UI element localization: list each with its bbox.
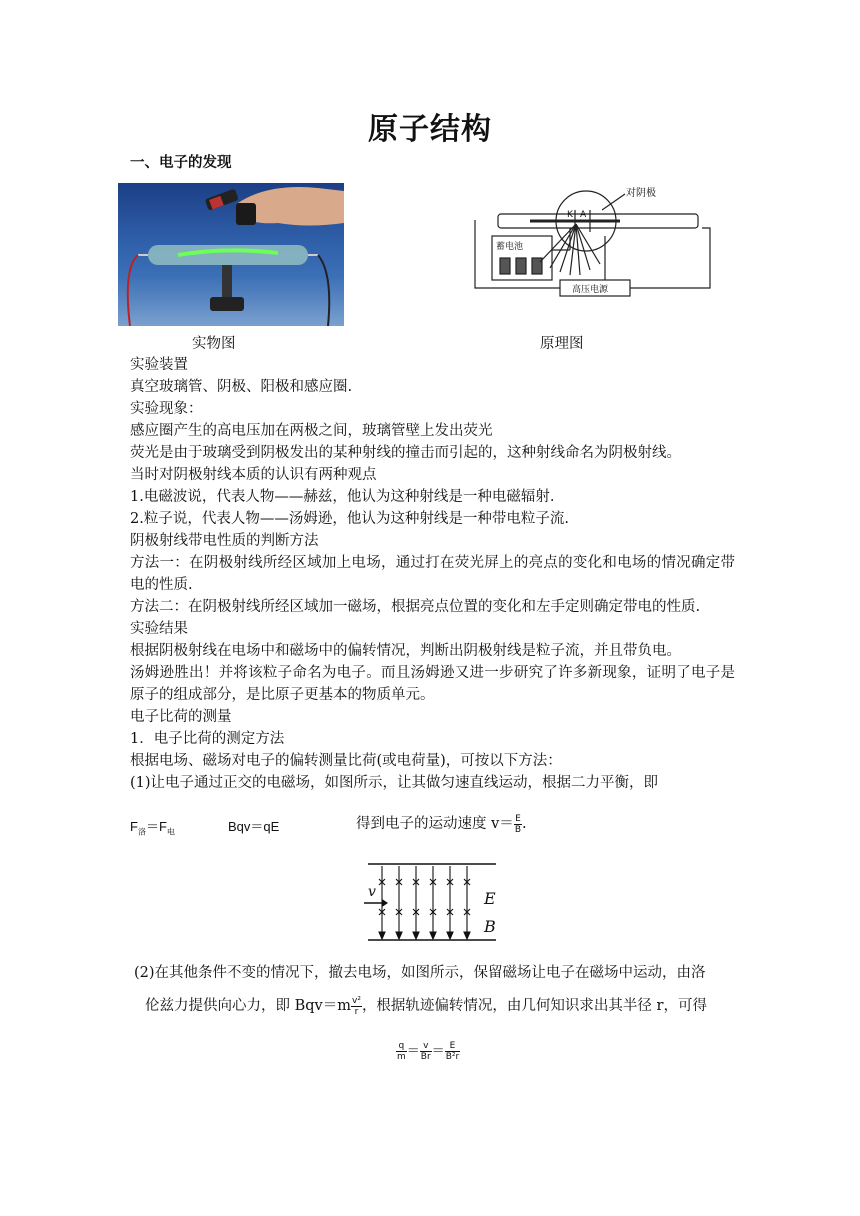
label-battery: 蓄电池 [496,242,524,252]
bqv-equation: Bqv＝qE [228,819,280,834]
text-line: 实验结果 [130,621,188,637]
text-line: 电子比荷的测量 [130,709,232,725]
text-line: 实验现象： [130,401,203,417]
field-arrow [430,932,436,939]
charge-mass-equation: $\frac{q}{m}$ ＝ $\frac{v}{Br}$ ＝ $\frac{E}{\text{B²r}}$ [397,1041,460,1062]
text-line: 感应圈产生的高电压加在两极之间，玻璃管壁上发出荧光 [130,423,493,439]
experiment-photo-art [118,183,344,326]
label-k: K [567,210,573,220]
e-field-label: E [484,889,496,908]
photo-caption: 实物图 [192,336,236,352]
text-line: 1.电磁波说，代表人物——赫兹，他认为这种射线是一种电磁辐射. [130,489,555,505]
velocity-label: v [368,884,376,900]
field-arrow [396,932,402,939]
field-arrow [413,932,419,939]
text-paragraph: 方法一：在阴极射线所经区域加上电场，通过打在荧光屏上的亮点的变化和电场的情况确定带电的性质. [130,555,735,593]
label-a: A [580,210,587,220]
b-field-label: B [484,917,496,936]
text-line: 根据电场、磁场对电子的偏转测量比荷(或电荷量)，可按以下方法： [130,753,562,769]
text-paragraph: 汤姆逊胜出！并将该粒子命名为电子。而且汤姆逊又进一步研究了许多新现象，证明了电子是原子的组成部分，是比原子更基本的物质单元。 [130,665,735,703]
section-heading: 一、电子的发现 [130,155,232,171]
text-line: 当时对阴极射线本质的认识有两种观点 [130,467,377,483]
text-line: (1)让电子通过正交的电磁场，如图所示，让其做匀速直线运动，根据二力平衡，即 [130,775,659,791]
field-arrow [447,932,453,939]
velocity-sentence: 得到电子的运动速度 v＝ $\frac{E}{B}$ . [356,813,527,835]
text-line: 根据阴极射线在电场中和磁场中的偏转情况，判断出阴极射线是粒子流，并且带负电。 [130,643,681,659]
text-line: 实验装置 [130,357,188,373]
page-title: 原子结构 [368,112,492,147]
text-line: 1．电子比荷的测定方法 [130,731,285,747]
force-equation: $F_洛=F_电$ [130,819,175,837]
text-line: 方法二：在阴极射线所经区域加一磁场，根据亮点位置的变化和左手定则确定带电的性质. [130,599,701,615]
text-line: 阴极射线带电性质的判断方法 [130,533,319,549]
text-line: 荧光是由于玻璃受到阴极发出的某种射线的撞击而引起的，这种射线命名为阴极射线。 [130,445,681,461]
text-line: 真空玻璃管、阴极、阳极和感应圈. [130,379,353,395]
label-anticathode: 对阴极 [626,188,656,199]
principle-caption: 原理图 [540,336,584,352]
text-line: (2)在其他条件不变的情况下，撤去电场，如图所示，保留磁场让电子在磁场中运动，由洛 [134,965,706,981]
crossed-field-diagram [360,860,500,944]
lorentz-sentence: 伦兹力提供向心力，即 Bqv＝m $\frac{\text{v²}}{r}$ ，根据轨迹偏转情况，由几何知识求出其半径 r，可得 [145,995,707,1017]
field-arrow [464,932,470,939]
field-arrow [379,932,385,939]
text-line: 2.粒子说，代表人物——汤姆逊，他认为这种射线是一种带电粒子流. [130,511,569,527]
label-hv-source: 高压电源 [572,285,609,295]
experiment-photo [118,183,344,326]
principle-diagram [470,180,715,300]
